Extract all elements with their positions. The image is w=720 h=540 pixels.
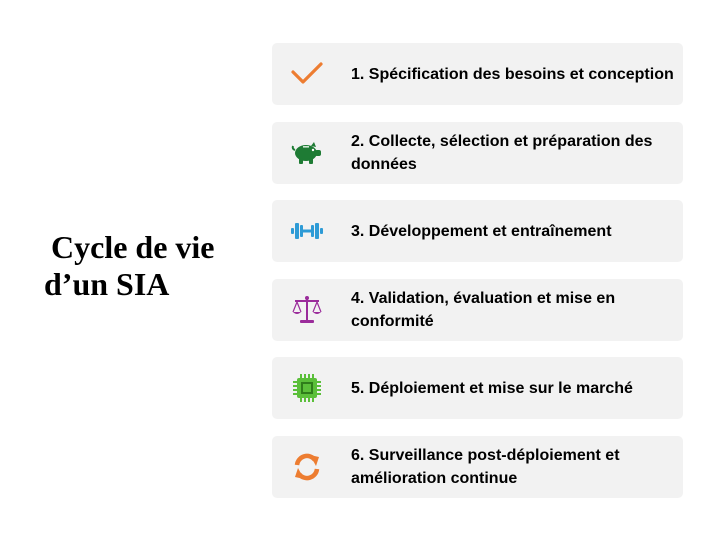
scales-icon [289,292,325,328]
title-line-1: Cycle de vie [51,229,215,265]
step-6-label: 6. Surveillance post-déploiement et amélioration continue [351,447,620,487]
step-3-label: 3. Développement et entraînement [351,222,612,240]
step-4-card [272,279,683,341]
checkmark-icon [289,56,325,92]
step-5-label: 5. Déploiement et mise sur le marché [351,379,633,397]
step-4-label: 4. Validation, évaluation et mise en conformité [351,290,616,330]
chip-icon [289,370,325,406]
dumbbell-icon [289,213,325,249]
step-1-label: 1. Spécification des besoins et conception [351,65,674,83]
step-1-card [272,43,683,105]
title-line-2: d’un SIA [44,266,170,302]
refresh-icon [289,449,325,485]
step-2-card [272,122,683,184]
step-6-card [272,436,683,498]
step-2-label: 2. Collecte, sélection et préparation des données [351,133,653,173]
piggy-bank-icon [289,135,325,171]
step-5-card [272,357,683,419]
step-3-card [272,200,683,262]
slide-title [44,229,254,303]
